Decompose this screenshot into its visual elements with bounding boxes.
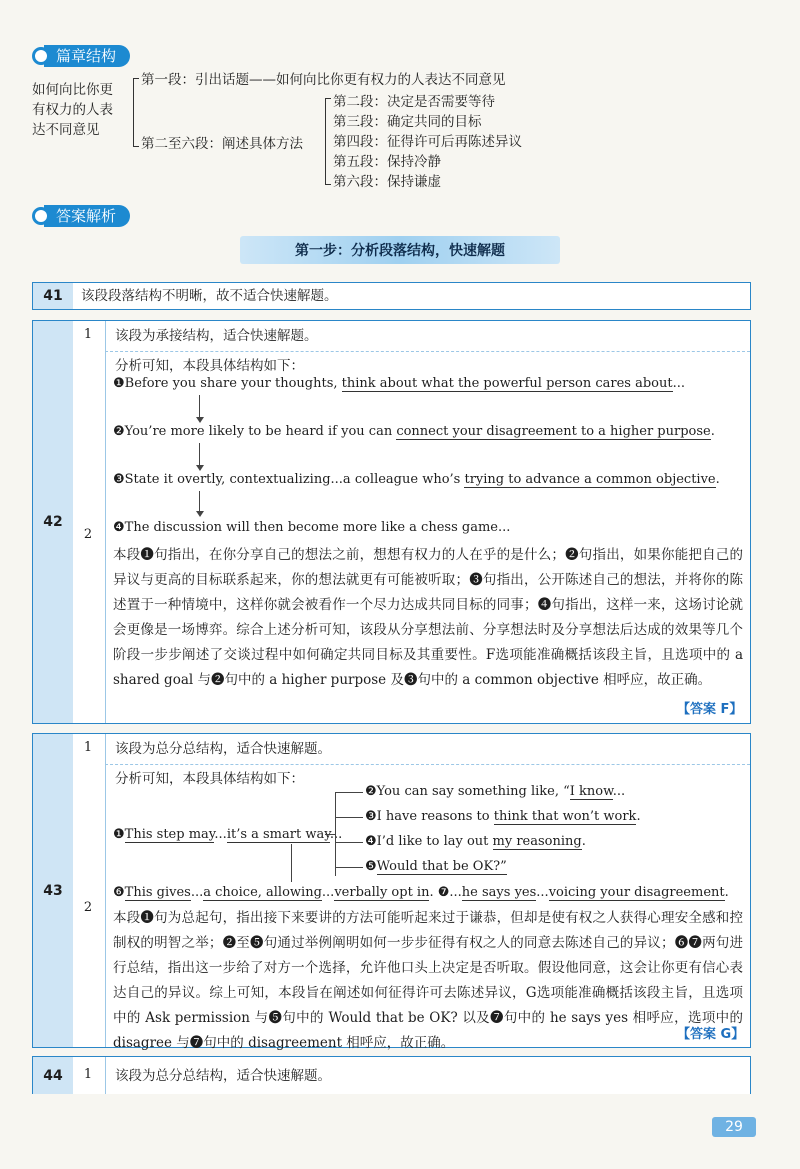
structure-item: 第三段：确定共同的目标 (333, 114, 482, 130)
section-title: 篇章结构 (44, 45, 130, 67)
q41-text: 该段段落结构不明晰，故不适合快速解题。 (81, 288, 338, 304)
question-box-43: 43 1 该段为总分总结构，适合快速解题。 2 分析可知，本段具体结构如下： ❶This step may...it’s a smart way... ❷You can say something like, “I know... ❸I have reasons to think that won’t work. ❹I’d like to lay out my reasoning. ❺Would that be OK?” ❻This gives...a choice, allowing...verbally opt in. ❼...he says yes...voicing your disagreement. 本段❶句为总起句，指出接下来要讲的方法可能听起来过于谦恭，但却是使有权之人获得心理安全感和控制权的明智之举；❷至❺句通过举例阐明如何一步步征得有权之人的同意去陈述自己的异议；❻❼两句进行总结，指出这一步给了对方一个选择，允许他口头上决定是否听取。假设他同意，这会让你更有信心表达自己的异议。综上可知，本段旨在阐述如何征得许可去陈述异议，G选项能准确概括该段主旨，且选项中的 Ask permission 与❺句中的 Would that be OK? 以及❼句中的 he says yes 相呼应，选项中的 disagree 与❼句中的 disagreement 相呼应，故正确。 【答案 G】 (32, 733, 751, 1048)
section-header-answers (32, 205, 130, 227)
q42-sentence-3: ❸State it overtly, contextualizing...a colleague who’s trying to advance a common objective. (113, 472, 720, 487)
q43-sentence-1: ❶This step may...it’s a smart way... (113, 827, 343, 842)
q43-sentence-4: ❹I’d like to lay out my reasoning. (365, 834, 586, 849)
q44-row1: 该段为总分总结构，适合快速解题。 (115, 1068, 331, 1084)
question-number: 41 (33, 283, 73, 309)
structure-item: 第二段：决定是否需要等待 (333, 94, 495, 110)
search-ring-icon (32, 47, 50, 65)
section-header-structure (32, 45, 130, 67)
q43-analysis: 本段❶句为总起句，指出接下来要讲的方法可能听起来过于谦恭，但却是使有权之人获得心理安全感和控制权的明智之举；❷至❺句通过举例阐明如何一步步征得有权之人的同意去陈述自己的异议；❻❼两句进行总结，指出这一步给了对方一个选择，允许他口头上决定是否听取。假设他同意，这会让你更有信心表达自己的异议。综上可知，本段旨在阐述如何征得许可去陈述异议，G选项能准确概括该段主旨，且选项中的 Ask permission 与❺句中的 Would that be OK? 以及❼句中的 he says yes 相呼应，选项中的 disagree 与❼句中的 disagreement 相呼应，故正确。 (113, 910, 743, 1051)
question-number: 43 (33, 734, 73, 1047)
question-number: 42 (33, 321, 73, 723)
structure-para2-6: 第二至六段：阐述具体方法 (141, 136, 303, 152)
structure-items (333, 92, 522, 192)
question-box-42: 42 1 该段为承接结构，适合快速解题。 2 分析可知，本段具体结构如下： ❶Before you share your thoughts, think about what the powerful person cares about... ❷You’re more likely to be heard if you can connect your disagreement to a higher purpose. ❸State it overtly, contextualizing...a colleague who’s trying to advance a common objective. ❹The discussion will then become more like a chess game... 本段❶句指出，在你分享自己的想法之前，想想有权力的人在乎的是什么；❷句指出，如果你能把自己的异议与更高的目标联系起来，你的想法就更有可能被听取；❸句指出，公开陈述自己的想法，并将你的陈述置于一种情境中，这样你就会被看作一个尽力达成共同目标的同事；❹句指出，这样一来，这场讨论就会更像是一场博弈。综合上述分析可知，该段从分享想法前、分享想法时及分享想法后达成的效果等几个阶段一步步阐述了交谈过程中如何确定共同目标及其重要性。F选项能准确概括该段主旨，且选项中的 a shared goal 与❷句中的 a higher purpose 及❸句中的 a common objective 相呼应，故正确。 【答案 F】 (32, 320, 751, 724)
q42-sentence-1: ❶Before you share your thoughts, think about what the powerful person cares about... (113, 376, 685, 391)
question-box-44: 44 1 该段为总分总结构，适合快速解题。 (32, 1056, 751, 1094)
q43-intro: 分析可知，本段具体结构如下： (115, 771, 304, 787)
q43-row1: 该段为总分总结构，适合快速解题。 (115, 741, 331, 757)
brace-line (133, 78, 134, 146)
question-number: 44 (33, 1057, 73, 1094)
sub-brace-line (325, 98, 326, 184)
structure-item: 第四段：征得许可后再陈述异议 (333, 134, 522, 150)
structure-root: 如何向比你更 有权力的人表 达不同意见 (32, 82, 113, 138)
q43-sentence-3: ❸I have reasons to think that won’t work. (365, 809, 641, 824)
question-box-41 (32, 282, 751, 310)
down-arrow-icon (199, 443, 200, 469)
q42-sentence-2: ❷You’re more likely to be heard if you can connect your disagreement to a higher purpose. (113, 424, 715, 439)
search-ring-icon (32, 207, 50, 225)
q42-sentence-4: ❹The discussion will then become more like a chess game... (113, 520, 511, 535)
structure-item: 第六段：保持谦虚 (333, 174, 441, 190)
structure-item: 第五段：保持冷静 (333, 154, 441, 170)
section-title: 答案解析 (44, 205, 130, 227)
structure-para1: 第一段：引出话题——如何向比你更有权力的人表达不同意见 (141, 72, 506, 88)
q43-sentence-2: ❷You can say something like, “I know... (365, 784, 626, 799)
q43-answer: 【答案 G】 (677, 1027, 745, 1042)
q42-row1: 该段为承接结构，适合快速解题。 (115, 328, 318, 344)
q43-sentence-5: ❺Would that be OK?” (365, 859, 507, 874)
down-arrow-icon (199, 491, 200, 515)
q42-intro: 分析可知，本段具体结构如下： (115, 358, 304, 374)
q43-sentence-6-7: ❻This gives...a choice, allowing...verbally opt in. ❼...he says yes...voicing your disagreement. (113, 885, 729, 900)
step-banner: 第一步：分析段落结构，快速解题 (240, 236, 560, 264)
q42-analysis: 本段❶句指出，在你分享自己的想法之前，想想有权力的人在乎的是什么；❷句指出，如果你能把自己的异议与更高的目标联系起来，你的想法就更有可能被听取；❸句指出，公开陈述自己的想法，并将你的陈述置于一种情境中，这样你就会被看作一个尽力达成共同目标的同事；❹句指出，这样一来，这场讨论就会更像是一场博弈。综合上述分析可知，该段从分享想法前、分享想法时及分享想法后达成的效果等几个阶段一步步阐述了交谈过程中如何确定共同目标及其重要性。F选项能准确概括该段主旨，且选项中的 a shared goal 与❷句中的 a higher purpose 及❸句中的 a common objective 相呼应，故正确。 (113, 547, 743, 688)
q42-answer: 【答案 F】 (677, 702, 743, 717)
down-arrow-icon (199, 395, 200, 421)
page-number: 29 (712, 1117, 756, 1137)
